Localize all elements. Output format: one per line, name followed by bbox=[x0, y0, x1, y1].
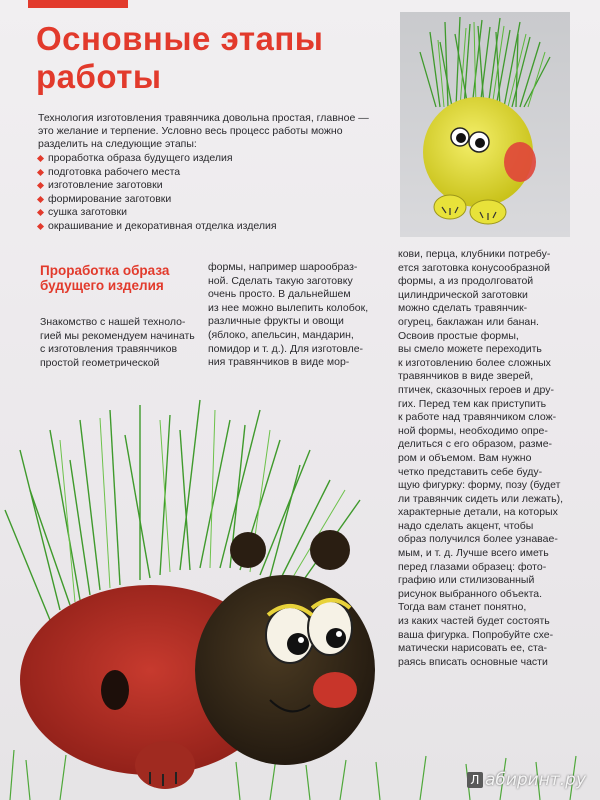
diamond-bullet-icon bbox=[37, 155, 44, 162]
yellow-figure-illustration bbox=[400, 12, 570, 237]
list-item: подготовка рабочего места bbox=[38, 166, 378, 180]
watermark-logo bbox=[467, 770, 586, 790]
list-item: проработка образа будущего изделия bbox=[38, 152, 378, 166]
diamond-bullet-icon bbox=[37, 222, 44, 229]
section-heading: Проработка образа будущего изделия bbox=[40, 263, 170, 293]
page-title: Основные этапы работы bbox=[36, 20, 324, 95]
list-item: изготовление заготовки bbox=[38, 179, 378, 193]
photo-yellow-grass-figure bbox=[400, 12, 570, 237]
watermark-text: абиринт.ру bbox=[484, 770, 586, 790]
watermark-badge: Л bbox=[467, 772, 483, 788]
intro-paragraph: Технология изготовления травянчика довольна простая, главное — это желание и терпение. Условно весь процесс работы можно разделить на следующие этапы: bbox=[38, 112, 369, 150]
diamond-bullet-icon bbox=[37, 195, 44, 202]
list-item: сушка заготовки bbox=[38, 206, 378, 220]
diamond-bullet-icon bbox=[37, 182, 44, 189]
red-tab-decoration bbox=[28, 0, 128, 8]
diamond-bullet-icon bbox=[37, 209, 44, 216]
list-item: формирование заготовки bbox=[38, 193, 378, 207]
text-column-3: кови, перца, клубники потребу- ется заготовка конусообразной формы, а из продолговатой цилиндрической заготовки можно сделать травянчик- огурец, баклажан или банан. Освоив простые формы, вы смело можете переходить к изготовлению более сложных травянчиков в виде зверей, птичек, сказочных героев и дру- гих. Перед тем как приступить к работе над травянчиком слож- ной формы, необходимо опре- делиться с его образом, разме- ром и объемом. Вам нужно четко представить себе буду- щую фигурку: форму, позу (будет ли травянчик сидеть или лежать), характерные детали, на которых надо сделать акцент, чтобы образ получился более узнавае- мым, и т. д. Лучше всего иметь перед глазами образец: фото- графию или стилизованный рисунок выбранного объекта. Тогда вам станет понятно, из каких частей будет состоять ваша фигурка. Попробуйте схе- матически нарисовать ее, ста- раясь вписать основные части bbox=[398, 248, 564, 668]
diamond-bullet-icon bbox=[37, 168, 44, 175]
steps-list bbox=[38, 152, 378, 233]
text-column-2: формы, например шарообраз- ной. Сделать такую заготовку очень просто. В дальнейшем из нее можно вылепить колобок, различные фрукты и овощи (яблоко, апельсин, мандарин, помидор и т. д.). Для изготовле- ния травянчиков в виде мор- bbox=[208, 261, 369, 369]
text-column-1: Знакомство с нашей техноло- гией мы рекомендуем начинать с изготовления травянчиков простой геометрической bbox=[40, 316, 195, 369]
list-item: окрашивание и декоративная отделка изделия bbox=[38, 220, 378, 234]
